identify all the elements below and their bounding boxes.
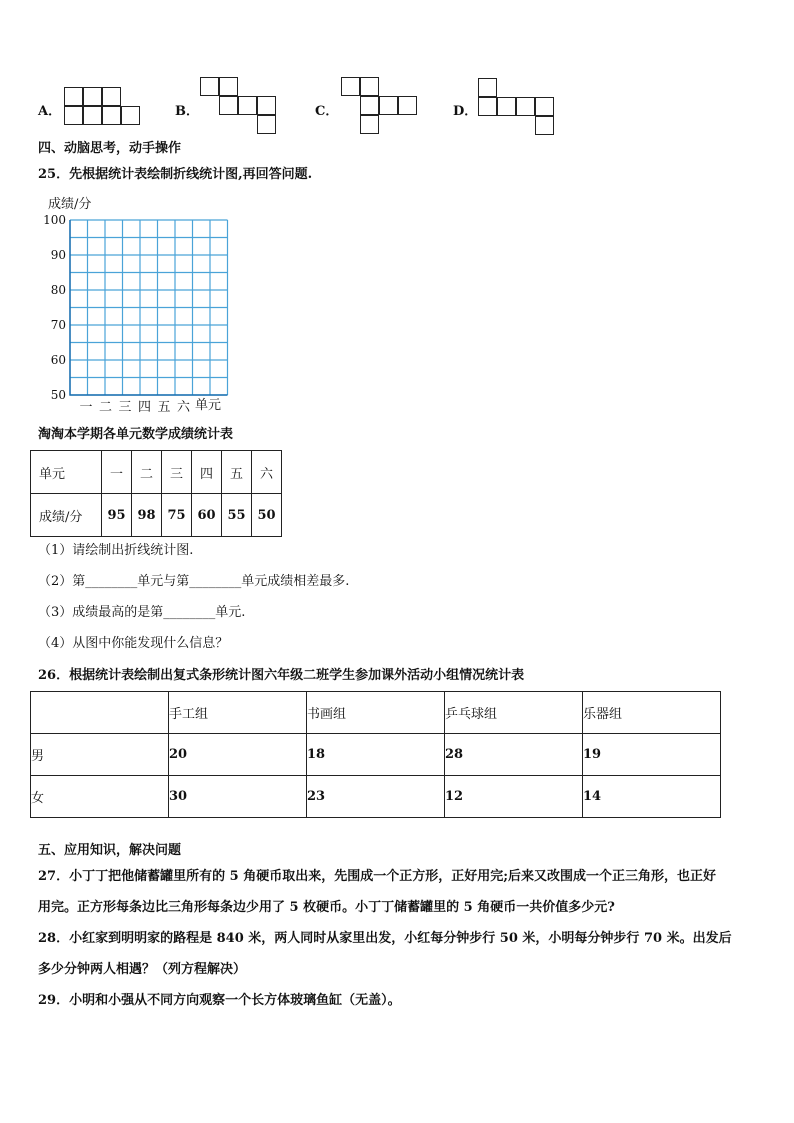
option-c-label: C． <box>315 104 339 119</box>
table-cell: 三 <box>162 451 192 494</box>
table-cell: 20 <box>169 734 307 776</box>
table-cell: 60 <box>192 494 222 537</box>
table-cell: 成绩/分 <box>31 494 102 537</box>
chart-xlabel: 单元 <box>195 398 222 413</box>
table-cell <box>31 692 169 734</box>
table-row <box>31 776 721 818</box>
table-cell: 23 <box>307 776 445 818</box>
q25-table-title: 淘淘本学期各单元数学成绩统计表 <box>38 427 234 442</box>
table-cell: 手工组 <box>169 692 307 734</box>
table-row <box>31 692 721 734</box>
x-tick-label: 二 <box>98 400 113 415</box>
chart-gridlines <box>70 220 228 395</box>
y-tick-label: 70 <box>50 318 66 332</box>
x-tick-label: 六 <box>176 400 191 415</box>
table-cell: 四 <box>192 451 222 494</box>
table-cell: 19 <box>583 734 721 776</box>
table-row <box>31 494 282 537</box>
table-cell: 乐器组 <box>583 692 721 734</box>
q26-activity-table <box>30 691 721 818</box>
y-tick-label: 90 <box>50 248 66 262</box>
q25-line-chart-grid <box>30 192 230 417</box>
table-cell: 二 <box>132 451 162 494</box>
table-cell: 书画组 <box>307 692 445 734</box>
y-tick-label: 60 <box>50 353 66 367</box>
q25-title: 25．先根据统计表绘制折线统计图,再回答问题. <box>38 167 313 182</box>
table-cell: 五 <box>222 451 252 494</box>
table-cell: 14 <box>583 776 721 818</box>
table-cell: 12 <box>445 776 583 818</box>
q25-sub2: （2）第________单元与第________单元成绩相差最多. <box>38 574 350 589</box>
q28-line2: 多少分钟两人相遇？（列方程解决） <box>38 962 247 977</box>
option-b-label: B． <box>175 104 199 119</box>
table-cell: 50 <box>252 494 282 537</box>
table-cell: 30 <box>169 776 307 818</box>
y-tick-label: 50 <box>50 388 66 402</box>
q25-score-table <box>30 450 282 537</box>
table-cell: 乒乓球组 <box>445 692 583 734</box>
table-row <box>31 451 282 494</box>
table-row <box>31 734 721 776</box>
q27-line2: 用完。正方形每条边比三角形每条边少用了 5 枚硬币。小丁丁储蓄罐里的 5 角硬币一共价值多少元? <box>38 900 615 915</box>
option-a-label: A． <box>38 104 62 119</box>
y-tick-label: 100 <box>43 213 66 227</box>
table-cell: 18 <box>307 734 445 776</box>
table-cell: 98 <box>132 494 162 537</box>
q25-sub1: （1）请绘制出折线统计图. <box>38 543 194 558</box>
section4-title: 四、动脑思考，动手操作 <box>38 141 182 156</box>
chart-xticks <box>79 400 191 415</box>
x-tick-label: 三 <box>118 400 132 415</box>
q29-line1: 29．小明和小强从不同方向观察一个长方体玻璃鱼缸（无盖）。 <box>38 993 401 1008</box>
q26-title: 26．根据统计表绘制出复式条形统计图六年级二班学生参加课外活动小组情况统计表 <box>38 668 525 683</box>
q28-line1: 28．小红家到明明家的路程是 840 米，两人同时从家里出发，小红每分钟步行 50 米，小明每分钟步行 70 米。出发后 <box>38 931 732 946</box>
table-cell: 95 <box>102 494 132 537</box>
q25-sub3: （3）成绩最高的是第________单元. <box>38 605 246 620</box>
chart-yticks <box>43 213 66 402</box>
table-cell: 男 <box>31 734 169 776</box>
x-tick-label: 四 <box>137 400 152 415</box>
q27-line1: 27．小丁丁把他储蓄罐里所有的 5 角硬币取出来，先围成一个正方形，正好用完;后来又改围成一个正三角形，也正好 <box>38 869 716 884</box>
table-cell: 女 <box>31 776 169 818</box>
chart-ylabel: 成绩/分 <box>48 197 92 212</box>
option-d-label: D． <box>453 104 478 119</box>
table-cell: 55 <box>222 494 252 537</box>
y-tick-label: 80 <box>50 283 66 297</box>
x-tick-label: 五 <box>157 400 171 415</box>
table-cell: 单元 <box>31 451 102 494</box>
table-cell: 一 <box>102 451 132 494</box>
table-cell: 28 <box>445 734 583 776</box>
table-cell: 75 <box>162 494 192 537</box>
table-cell: 六 <box>252 451 282 494</box>
x-tick-label: 一 <box>79 400 93 415</box>
q25-sub4: （4）从图中你能发现什么信息？ <box>38 636 229 651</box>
section5-title: 五、应用知识，解决问题 <box>38 843 182 858</box>
